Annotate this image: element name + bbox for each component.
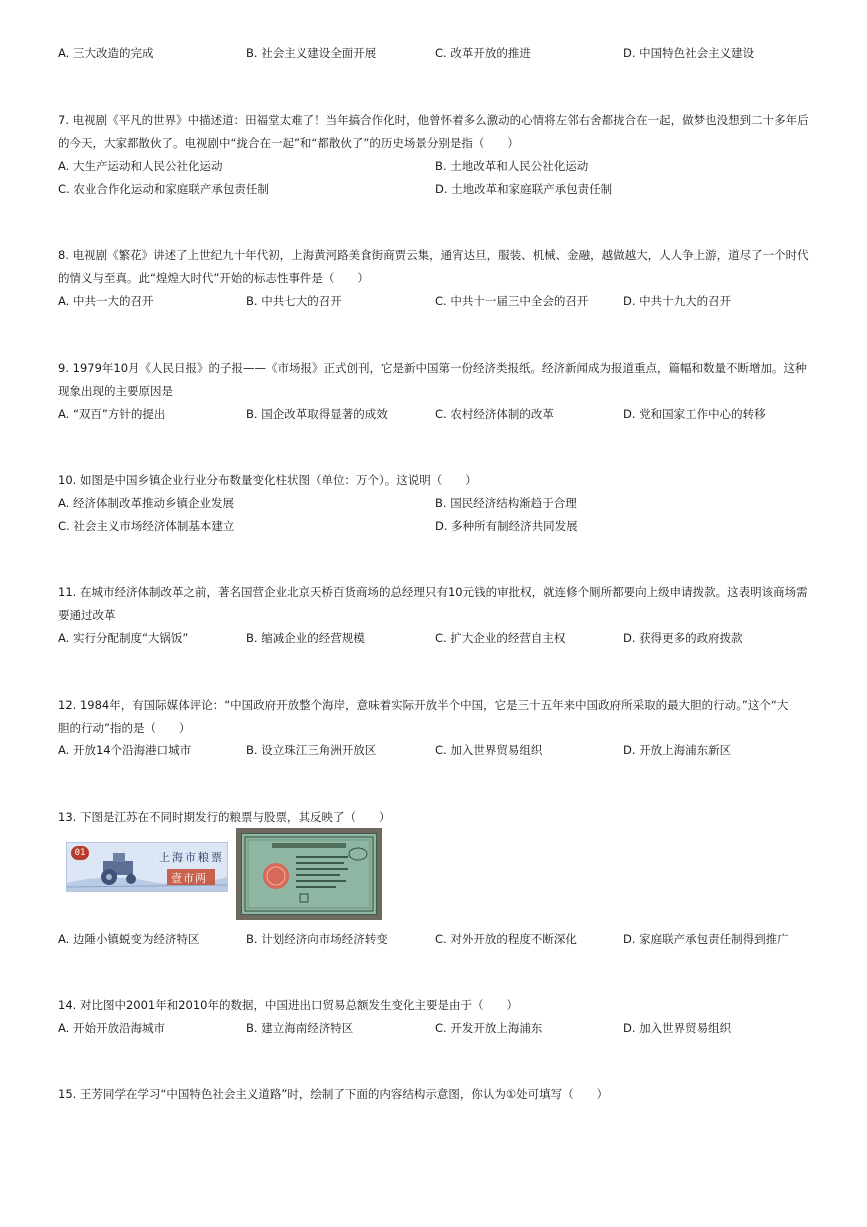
- q11-stem-line1: 11. 在城市经济体制改革之前，著名国营企业北京天桥百货商场的总经理只有10元钱的审批权，就连修个厕所都要向上级申请拨款。这表明该商场需: [58, 585, 808, 599]
- stock-certificate-illustration: [242, 834, 376, 914]
- q12-option-b: B. 设立珠江三角洲开放区: [246, 743, 377, 757]
- q13-option-b: B. 计划经济向市场经济转变: [246, 932, 388, 946]
- q12-stem-line2: 胆的行动”指的是（ ）: [58, 721, 191, 735]
- q14-option-c: C. 开发开放上海浦东: [435, 1021, 543, 1035]
- q11-option-c: C. 扩大企业的经营自主权: [435, 631, 566, 645]
- q10-stem-line1: 10. 如图是中国乡镇企业行业分布数量变化柱状图（单位：万个）。这说明（ ）: [58, 473, 477, 487]
- q11-option-b: B. 缩减企业的经营规模: [246, 631, 365, 645]
- q8-option-c: C. 中共十一届三中全会的召开: [435, 294, 589, 308]
- q9-option-b: B. 国企改革取得显著的成效: [246, 407, 388, 421]
- q7-option-b: B. 土地改革和人民公社化运动: [435, 159, 589, 173]
- q11-option-a: A. 实行分配制度“大锅饭”: [58, 631, 189, 645]
- q14-option-b: B. 建立海南经济特区: [246, 1021, 354, 1035]
- q7-option-a: A. 大生产运动和人民公社化运动: [58, 159, 223, 173]
- q14-option-d: D. 加入世界贸易组织: [623, 1021, 732, 1035]
- q7-stem-line2: 的今天，大家都散伙了。电视剧中“拢合在一起”和“都散伙了”的历史场景分别是指（ ）: [58, 136, 519, 150]
- q8-option-d: D. 中共十九大的召开: [623, 294, 732, 308]
- q8-stem-line2: 的情义与至真。此“煌煌大时代”开始的标志性事件是（ ）: [58, 271, 369, 285]
- q11-stem-line2: 要通过改革: [58, 608, 116, 622]
- q7-option-c: C. 农业合作化运动和家庭联产承包责任制: [58, 182, 269, 196]
- ration-title: 上海市粮票: [159, 851, 224, 864]
- q6-option-b: B. 社会主义建设全面开展: [246, 46, 377, 60]
- q13-stem-line1: 13. 下图是江苏在不同时期发行的粮票与股票，其反映了（ ）: [58, 810, 391, 824]
- q6-option-c: C. 改革开放的推进: [435, 46, 531, 60]
- stock-certificate-image: [236, 828, 382, 920]
- q10-option-b: B. 国民经济结构渐趋于合理: [435, 496, 577, 510]
- q12-option-c: C. 加入世界贸易组织: [435, 743, 543, 757]
- q12-stem-line1: 12. 1984年，有国际媒体评论：“中国政府开放整个海岸，意味着实际开放半个中国，它是三十五年来中国政府所采取的最大胆的行动。”这个“大: [58, 698, 789, 712]
- q10-option-a: A. 经济体制改革推动乡镇企业发展: [58, 496, 234, 510]
- q15-stem-line1: 15. 王芳同学在学习“中国特色社会主义道路”时，绘制了下面的内容结构示意图，你认为①处可填写（ ）: [58, 1087, 609, 1101]
- ration-corner-number: 01: [71, 846, 89, 860]
- q9-stem-line1: 9. 1979年10月《人民日报》的子报——《市场报》正式创刊，它是新中国第一份经济类报纸。经济新闻成为报道重点，篇幅和数量不断增加。这种: [58, 361, 807, 375]
- ration-coupon-image: [66, 842, 228, 892]
- q13-option-d: D. 家庭联产承包责任制得到推广: [623, 932, 789, 946]
- q9-stem-line2: 现象出现的主要原因是: [58, 384, 173, 398]
- q14-stem-line1: 14. 对比图中2001年和2010年的数据，中国进出口贸易总额发生变化主要是由于（ ）: [58, 998, 518, 1012]
- q7-option-d: D. 土地改革和家庭联产承包责任制: [435, 182, 613, 196]
- q9-option-c: C. 农村经济体制的改革: [435, 407, 554, 421]
- q6-option-d: D. 中国特色社会主义建设: [623, 46, 755, 60]
- q14-option-a: A. 开始开放沿海城市: [58, 1021, 165, 1035]
- q12-option-a: A. 开放14个沿海港口城市: [58, 743, 192, 757]
- q13-option-a: A. 边陲小镇蜕变为经济特区: [58, 932, 200, 946]
- q7-stem-line1: 7. 电视剧《平凡的世界》中描述道：田福堂太难了！当年搞合作化时，他曾怀着多么激动的心情将左邻右舍都拢合在一起，做梦也没想到二十多年后: [58, 113, 809, 127]
- q11-option-d: D. 获得更多的政府拨款: [623, 631, 743, 645]
- q10-option-d: D. 多种所有制经济共同发展: [435, 519, 578, 533]
- q6-option-a: A. 三大改造的完成: [58, 46, 154, 60]
- q8-option-a: A. 中共一大的召开: [58, 294, 154, 308]
- q8-option-b: B. 中共七大的召开: [246, 294, 342, 308]
- stock-certificate-face: [241, 833, 377, 915]
- q12-option-d: D. 开放上海浦东新区: [623, 743, 732, 757]
- q9-option-d: D. 党和国家工作中心的转移: [623, 407, 766, 421]
- q9-option-a: A. “双百”方针的提出: [58, 407, 166, 421]
- ration-value: 壹市两: [171, 872, 207, 885]
- q8-stem-line1: 8. 电视剧《繁花》讲述了上世纪九十年代初，上海黄河路美食街商贾云集，通宵达旦，服装、机械、金融，越做越大，人人争上游，道尽了一个时代: [58, 248, 809, 262]
- q10-option-c: C. 社会主义市场经济体制基本建立: [58, 519, 235, 533]
- q13-option-c: C. 对外开放的程度不断深化: [435, 932, 577, 946]
